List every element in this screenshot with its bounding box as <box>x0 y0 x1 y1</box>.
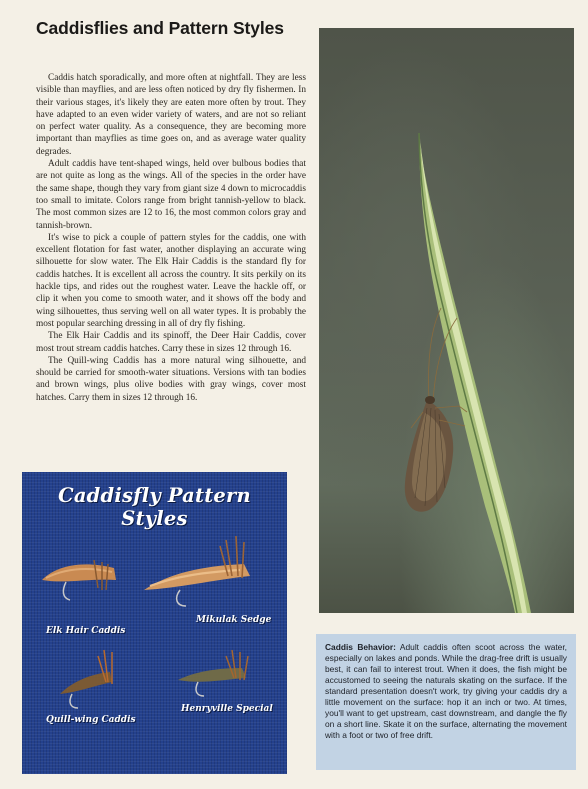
caddisfly-photo <box>319 28 574 613</box>
elk-hair-caddis-fly-image <box>36 546 126 606</box>
caddisfly-on-grass-illustration <box>319 28 574 613</box>
caddis-head <box>425 396 435 404</box>
quill-wing-caddis-fly-image <box>50 642 130 712</box>
caddis-behavior-sidebar <box>316 634 576 770</box>
article-heading: Caddisflies and Pattern Styles <box>36 18 284 38</box>
pattern-panel-title: Caddisfly Pattern Styles <box>58 484 251 530</box>
pattern-styles-panel <box>22 472 287 774</box>
henryville-special-fly-image <box>172 644 262 699</box>
grass-blade <box>419 133 531 613</box>
article-paragraph: Adult caddis have tent-shaped wings, held over bulbous bodies that are not quite as long as the wings. All of the species in the order have the same shape, though they vary from giant size 4 down to microcaddis too small to imitate. Colors range from bright tannish-yellow to black. The most common sizes are 12 to 16, the most common colors gray and tannish-brown. <box>36 159 306 231</box>
article-paragraph: It's wise to pick a couple of pattern styles for the caddis, one with excellent flotation for fast water, another displaying an accurate wing silhouette for slow water. The Elk Hair Caddis is the standard fly for caddis hatches. It is excellent all across the country. It sits perkily on its hackle tips, and rides out the roughest water. Leave the hackle off, or clip it when you come to smooth water, and it shows off the body and wing silhouettes, thus serving well on all water types. It is probably the most popular searching dressing in all of dry fly fishing. <box>36 232 306 329</box>
article-paragraph: The Elk Hair Caddis and its spinoff, the Deer Hair Caddis, cover most trout stream caddis hatches. Carry these in sizes 12 through 16. <box>36 331 306 354</box>
sidebar-text: Adult caddis often scoot across the water, especially on lakes and ponds. While the drag-free drift is usually best, it can fail to interest trout. When it does, the fish might be accustomed to seeing the naturals skating on the surface. If the standard presentation doesn't work, try giving your caddis dry a little movement on the surface: hop it an inch or two. At times, you'll want to get upstream, cast downstream, and dangle the fly on a short line. Skate it on the surface, alternating the movement with a foot or two of free drift. <box>325 642 567 740</box>
fly-label-elk-hair-caddis: Elk Hair Caddis <box>46 626 126 636</box>
sidebar-lead: Caddis Behavior: <box>325 642 396 652</box>
mikulak-sedge-fly-image <box>140 530 265 610</box>
fly-label-henryville-special: Henryville Special <box>181 704 273 714</box>
article-body <box>36 72 306 404</box>
fly-label-quill-wing-caddis: Quill-wing Caddis <box>46 715 136 725</box>
article-paragraph: Caddis hatch sporadically, and more often at nightfall. They are less visible than mayflies, and are less often noticed by dry fly fishermen. In their various stages, it's likely they are eaten more often by trout. They have adapted to an even wider variety of waters, and are not so reliant on perfect water quality. As a consequence, they are becoming more important than mayflies as time goes on, and as average water quality degrades. <box>36 73 306 157</box>
fly-label-mikulak-sedge: Mikulak Sedge <box>196 615 272 625</box>
article-paragraph: The Quill-wing Caddis has a more natural wing silhouette, and should be carried for smooth-water situations. Versions with tan bodies and brown wings, plus olive bodies with gray wings, cover most hatches. Carry them in sizes 12 through 16. <box>36 355 306 403</box>
